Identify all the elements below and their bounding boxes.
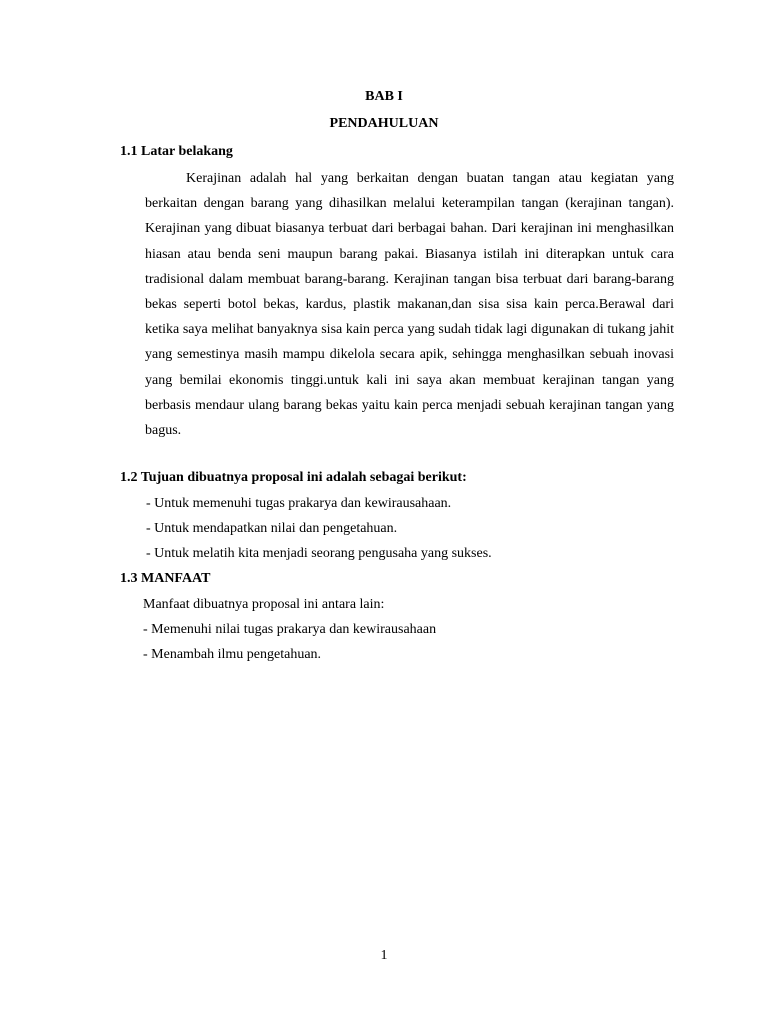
chapter-title: PENDAHULUAN [329,116,439,131]
benefit-item: - Memenuhi nilai tugas prakarya dan kewirausahaan [143,622,437,637]
objective-item: - Untuk mendapatkan nilai dan pengetahuan. [146,521,398,536]
benefit-intro: Manfaat dibuatnya proposal ini antara lain: [143,597,385,612]
chapter-label: BAB I [365,89,403,104]
section-1-1-heading: 1.1 Latar belakang [120,144,233,159]
section-1-2-heading: 1.2 Tujuan dibuatnya proposal ini adalah sebagai berikut: [120,470,467,485]
benefit-item: - Menambah ilmu pengetahuan. [143,647,322,662]
page-number: 1 [380,948,388,963]
background-paragraph: Kerajinan adalah hal yang berkaitan dengan buatan tangan atau kegiatan yang berkaitan dengan barang yang dihasilkan melalui keterampilan tangan (kerajinan tangan). Kerajinan yang dibuat biasanya terbuat dari berbagai bahan. Dari kerajinan ini menghasilkan hiasan atau benda seni maupun barang pakai. Biasanya istilah ini diterapkan untuk cara tradisional dalam membuat barang-barang. Kerajinan tangan bisa terbuat dari barang-barang bekas seperti botol bekas, kardus, plastik makanan,dan sisa sisa kain perca.Berawal dari ketika saya melihat banyaknya sisa kain perca yang sudah tidak lagi digunakan di tukang jahit yang semestinya masih mampu dikelola secara apik, sehingga menghasilkan sebuah inovasi yang bemilai ekonomis tinggi.untuk kali ini saya akan membuat kerajinan tangan yang berbasis mendaur ulang barang bekas yaitu kain perca menjadi sebuah kerajinan tangan yang bagus. [145,171,674,439]
objective-item: - Untuk memenuhi tugas prakarya dan kewirausahaan. [146,496,452,511]
objective-item: - Untuk melatih kita menjadi seorang pengusaha yang sukses. [146,546,492,561]
section-1-3-heading: 1.3 MANFAAT [120,571,211,586]
